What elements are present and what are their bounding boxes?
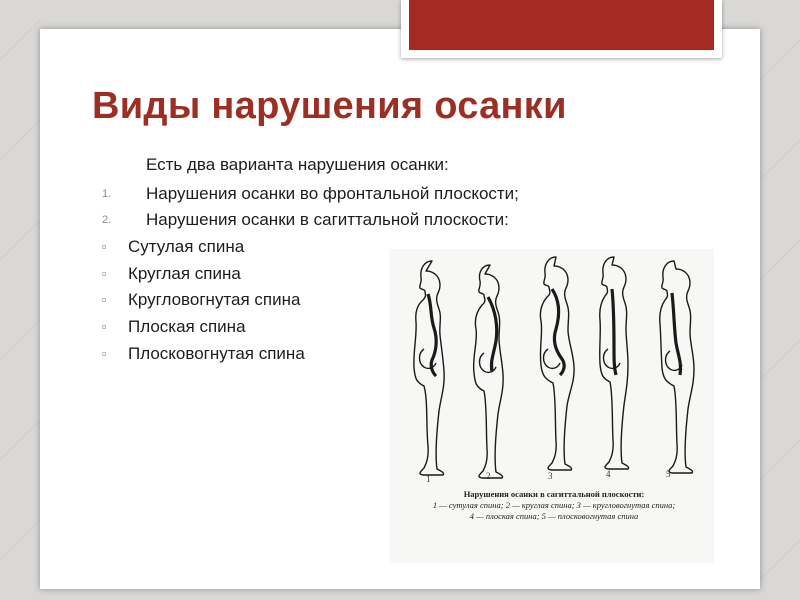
accent-bar xyxy=(409,0,714,50)
silhouette-3 xyxy=(540,257,574,470)
list-item-text: Кругловогнутая спина xyxy=(128,290,301,309)
silhouette-2 xyxy=(474,265,504,478)
slide-title: Виды нарушения осанки xyxy=(92,85,567,127)
caption-heading: Нарушения осанки в сагиттальной плоскости: xyxy=(463,489,645,499)
silhouette-4 xyxy=(600,257,629,469)
silhouette-1 xyxy=(414,261,444,475)
list-marker: 1. xyxy=(102,188,112,200)
bullet-marker-icon: ▫ xyxy=(102,239,107,254)
bullet-marker-icon: ▫ xyxy=(102,319,107,334)
intro-text: Есть два варианта нарушения осанки: xyxy=(146,155,449,174)
list-item-text: Нарушения осанки в сагиттальной плоскости: xyxy=(146,210,509,229)
caption-line: 4 — плоская спина; 5 — плосковогнутая спина xyxy=(469,511,639,521)
figure-number: 1 xyxy=(426,474,431,484)
bullet-marker-icon: ▫ xyxy=(102,346,107,361)
bullet-marker-icon: ▫ xyxy=(102,266,107,281)
figure-number: 4 xyxy=(606,469,611,479)
list-item-text: Нарушения осанки во фронтальной плоскости; xyxy=(146,184,519,203)
list-item-text: Плосковогнутая спина xyxy=(128,344,305,363)
caption-line: 1 — сутулая спина; 2 — круглая спина; 3 — кругловогнутая спина; xyxy=(432,500,676,510)
figure-number: 5 xyxy=(666,469,671,479)
posture-figure xyxy=(389,249,714,563)
list-item-text: Сутулая спина xyxy=(128,237,245,256)
list-item-text: Плоская спина xyxy=(128,317,246,336)
bullet-marker-icon: ▫ xyxy=(102,292,107,307)
figure-caption xyxy=(419,489,689,522)
list-item-text: Круглая спина xyxy=(128,264,241,283)
figure-number: 2 xyxy=(486,471,491,481)
list-marker: 2. xyxy=(102,214,112,226)
silhouette-5 xyxy=(660,261,694,473)
figure-number: 3 xyxy=(548,471,553,481)
